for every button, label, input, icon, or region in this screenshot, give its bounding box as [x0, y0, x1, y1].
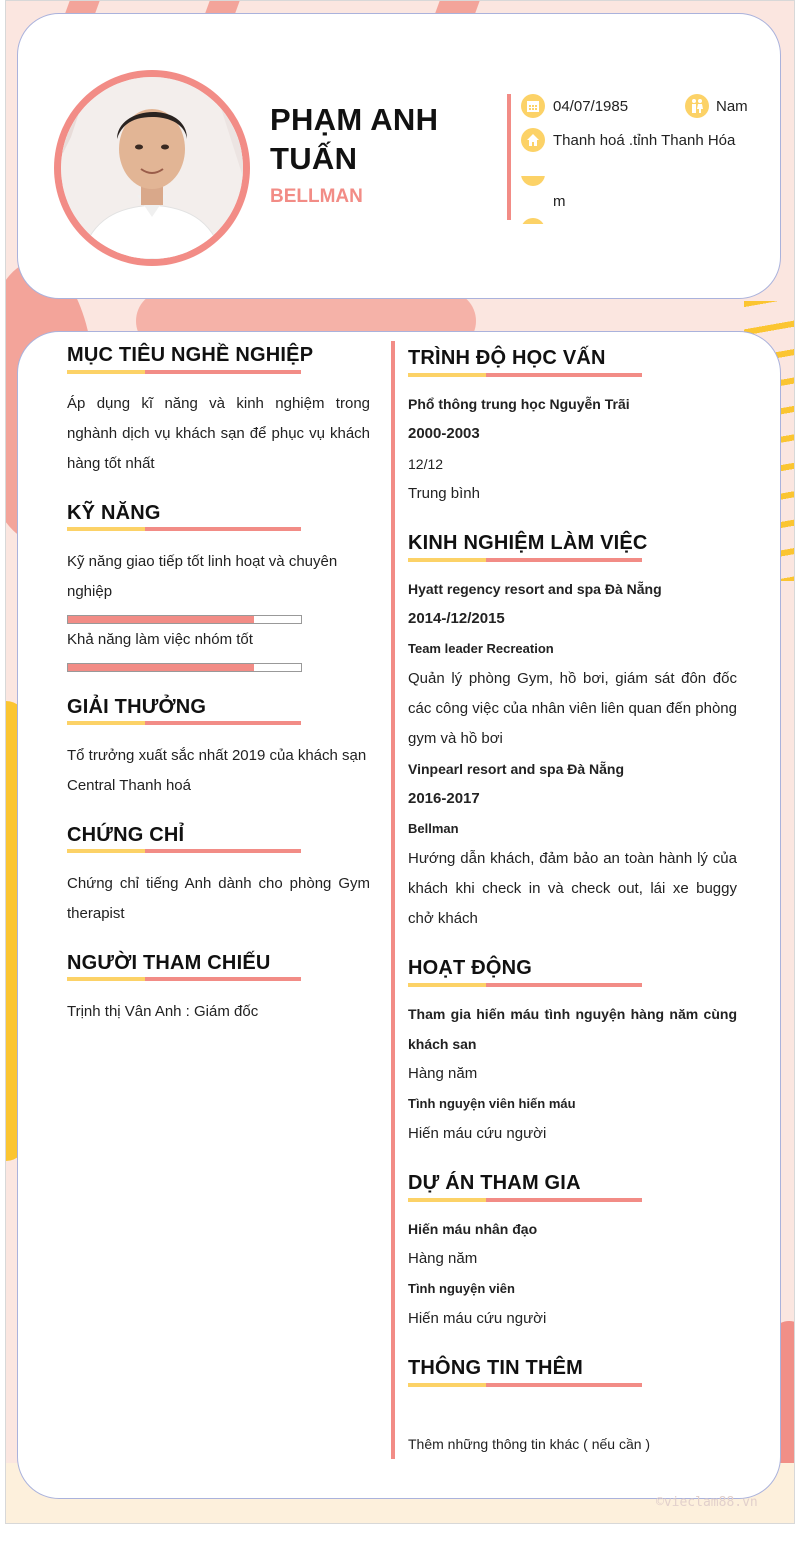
extra-info: m [553, 193, 566, 210]
activity-name: Tham gia hiến máu tình nguyện hàng năm cùng khách san [408, 1006, 737, 1052]
name-line-1: PHẠM ANH [270, 102, 439, 137]
skill-level-fill [68, 616, 254, 623]
home-icon [521, 128, 545, 152]
calendar-icon [521, 94, 545, 118]
phone-icon [521, 218, 545, 242]
job-title: BELLMAN [270, 186, 363, 207]
awards-text: Tổ trưởng xuất sắc nhất 2019 của khách sạn Central Thanh hoá [67, 747, 367, 794]
resume-page [5, 0, 795, 1524]
job-period: 2016-2017 [408, 790, 480, 807]
more-info-text: Thêm những thông tin khác ( nếu cần ) [408, 1436, 651, 1452]
info-divider [507, 94, 511, 220]
section-underline [67, 849, 301, 853]
candidate-name [270, 100, 490, 178]
section-underline [67, 721, 301, 725]
education-rank: Trung bình [408, 485, 480, 502]
section-underline [408, 983, 642, 987]
job-description: Quản lý phòng Gym, hồ bơi, giám sát đôn đốc các công việc của nhân viên liên quan đến phòng gym và hồ bơi [408, 670, 737, 747]
email-icon [521, 162, 545, 186]
education-years: 2000-2003 [408, 425, 480, 442]
skills-title: KỸ NĂNG [67, 502, 161, 524]
activity-role: Tình nguyện viên hiến máu [408, 1096, 576, 1111]
avatar[interactable] [61, 77, 243, 259]
watermark: ©vieclam88.vn [656, 1495, 758, 1510]
career-text: Áp dụng kĩ năng và kinh nghiệm trong nghành dịch vụ khách sạn để phục vụ khách hàng tốt nhất [67, 395, 370, 472]
person-photo-icon [61, 77, 243, 259]
project-time: Hàng năm [408, 1250, 478, 1267]
job-company: Hyatt regency resort and spa Đà Nẵng [408, 581, 662, 597]
activity-description: Hiến máu cứu người [408, 1125, 547, 1142]
experience-title: KINH NGHIỆM LÀM VIỆC [408, 532, 648, 554]
awards-title: GIẢI THƯỞNG [67, 696, 207, 718]
skill-level-fill [68, 664, 254, 671]
education-grade: 12/12 [408, 456, 444, 472]
section-underline [408, 1383, 642, 1387]
job-description: Hướng dẫn khách, đảm bảo an toàn hành lý của khách khi check in và check out, lái xe buggy chở khách [408, 850, 737, 927]
section-underline [67, 977, 301, 981]
job-company: Vinpearl resort and spa Đà Nẵng [408, 761, 625, 777]
section-underline [408, 1198, 642, 1202]
section-underline [408, 373, 642, 377]
references-title: NGƯỜI THAM CHIẾU [67, 952, 271, 974]
project-role: Tình nguyện viên [408, 1281, 515, 1296]
certificates-text: Chứng chỉ tiếng Anh dành cho phòng Gym therapist [67, 875, 370, 922]
project-name: Hiến máu nhân đạo [408, 1221, 538, 1237]
job-position: Team leader Recreation [408, 641, 554, 656]
skill-level-bar [67, 615, 302, 624]
skill-label: Kỹ năng giao tiếp tốt linh hoạt và chuyên nghiệp [67, 553, 338, 600]
career-title: MỤC TIÊU NGHỀ NGHIỆP [67, 344, 314, 366]
more-info-title: THÔNG TIN THÊM [408, 1357, 584, 1379]
references-text: Trịnh thị Vân Anh : Giám đốc [67, 1003, 259, 1020]
birthdate: 04/07/1985 [553, 98, 629, 115]
skill-label: Khả năng làm việc nhóm tốt [67, 631, 253, 648]
header-card [17, 13, 781, 299]
certificates-title: CHỨNG CHỈ [67, 824, 185, 846]
job-period: 2014-/12/2015 [408, 610, 505, 627]
name-line-2: TUẤN [270, 141, 358, 176]
address: Thanh hoá .tỉnh Thanh Hóa [553, 132, 736, 149]
avatar-ring [54, 70, 250, 266]
column-divider [391, 341, 395, 1459]
section-underline [408, 558, 642, 562]
project-description: Hiến máu cứu người [408, 1310, 547, 1327]
activities-title: HOẠT ĐỘNG [408, 957, 533, 979]
gender-icon [685, 94, 709, 118]
activity-time: Hàng năm [408, 1065, 478, 1082]
section-underline [67, 370, 301, 374]
gender: Nam [716, 98, 748, 115]
section-underline [67, 527, 301, 531]
skill-level-bar [67, 663, 302, 672]
job-position: Bellman [408, 821, 459, 836]
education-title: TRÌNH ĐỘ HỌC VẤN [408, 347, 606, 369]
education-school: Phổ thông trung học Nguyễn Trãi [408, 396, 630, 412]
projects-title: DỰ ÁN THAM GIA [408, 1172, 581, 1194]
